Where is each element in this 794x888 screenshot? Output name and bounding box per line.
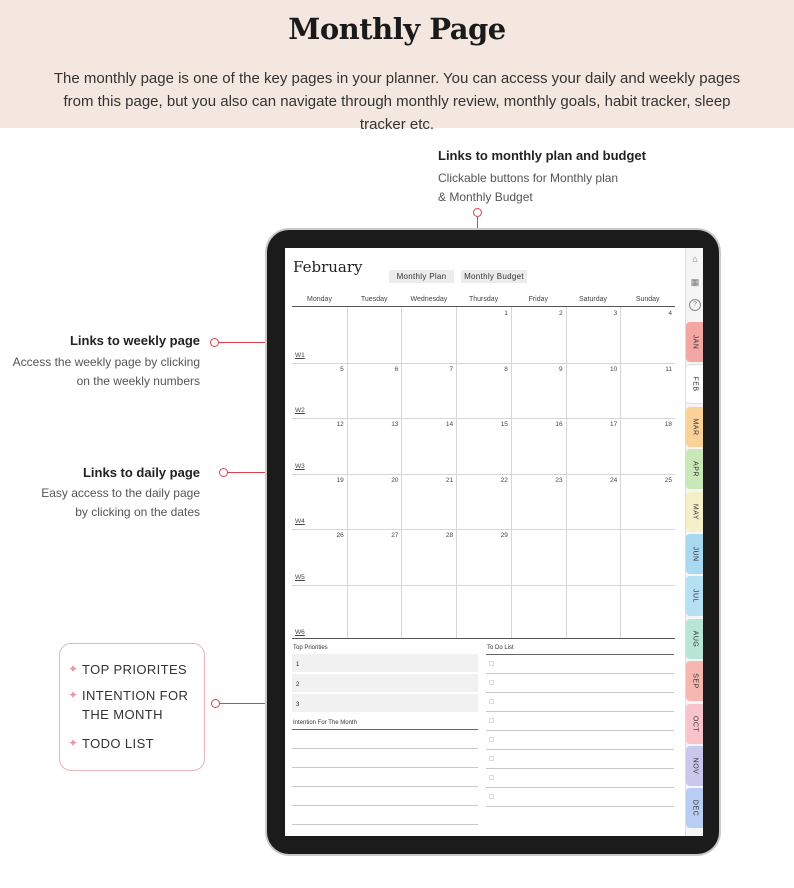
feature-todo xyxy=(68,734,154,753)
annotation-daily-desc xyxy=(0,484,200,522)
month-tab-mar[interactable] xyxy=(686,407,703,447)
week-link-w3[interactable]: W3 xyxy=(295,462,305,470)
week-link-w5[interactable]: W5 xyxy=(295,573,305,581)
grid-column-line xyxy=(456,307,457,638)
todo-checkbox[interactable] xyxy=(489,756,494,761)
month-tab-jul[interactable] xyxy=(686,576,703,616)
intention-title: Intention For The Month xyxy=(293,720,357,726)
weekday-tuesday: Tuesday xyxy=(360,296,388,303)
month-tab-dec[interactable] xyxy=(686,788,703,828)
grid-row-line xyxy=(292,363,675,364)
month-tab-nov[interactable] xyxy=(686,746,703,786)
annotation-daily-desc-line1: Easy access to the daily page xyxy=(41,486,200,500)
grid-column-line xyxy=(347,307,348,638)
date-12[interactable]: 12 xyxy=(336,421,344,428)
grid-column-line xyxy=(401,307,402,638)
month-tab-label: JUL xyxy=(691,589,699,604)
date-1[interactable]: 1 xyxy=(504,310,508,317)
week-link-w2[interactable]: W2 xyxy=(295,407,305,414)
date-13[interactable]: 13 xyxy=(391,421,399,428)
intention-line xyxy=(292,805,478,806)
date-7[interactable]: 7 xyxy=(449,365,454,373)
help-icon[interactable]: ? xyxy=(689,299,701,311)
monthly-budget-button[interactable]: Monthly Budget xyxy=(461,270,527,283)
todo-line xyxy=(486,806,674,807)
header-banner xyxy=(0,0,794,133)
annotation-weekly-desc-line1: Access the weekly page by clicking xyxy=(12,355,200,369)
grid-row-line xyxy=(292,474,675,475)
calendar-icon[interactable]: ▦ xyxy=(690,277,700,287)
week-link-w6[interactable]: W6 xyxy=(295,629,305,636)
month-tab-apr[interactable] xyxy=(686,449,703,489)
todo-line xyxy=(486,692,674,693)
callout-dot xyxy=(211,699,220,708)
calendar-grid xyxy=(292,306,675,639)
weekday-sunday: Sunday xyxy=(635,296,660,303)
date-20[interactable]: 20 xyxy=(391,476,399,484)
date-28[interactable]: 28 xyxy=(445,532,454,539)
priority-number: 3 xyxy=(296,702,300,708)
todo-line xyxy=(486,768,674,769)
intention-line xyxy=(292,748,478,749)
date-14[interactable]: 14 xyxy=(445,421,454,428)
priority-item-1[interactable] xyxy=(292,654,478,672)
monthly-plan-button[interactable]: Monthly Plan xyxy=(389,270,454,283)
todo-checkbox[interactable] xyxy=(489,661,494,666)
month-tab-may[interactable] xyxy=(686,492,703,532)
month-tab-label: OCT xyxy=(691,715,699,732)
todo-line xyxy=(486,673,674,674)
date-18[interactable]: 18 xyxy=(664,421,672,428)
grid-row-line xyxy=(292,585,675,586)
date-19[interactable]: 19 xyxy=(336,476,344,484)
date-23[interactable]: 23 xyxy=(555,476,563,484)
date-26[interactable]: 26 xyxy=(336,532,344,539)
feature-text: TOP PRIORITES xyxy=(82,662,188,677)
todo-checkbox[interactable] xyxy=(489,737,494,742)
annotation-plan-desc xyxy=(438,169,618,207)
date-27[interactable]: 27 xyxy=(391,532,399,539)
todo-line xyxy=(486,654,674,655)
feature-text: INTENTION FOR xyxy=(82,688,189,703)
month-tab-label: NOV xyxy=(691,757,699,775)
todo-title: To Do List xyxy=(487,645,514,651)
intention-line xyxy=(292,786,478,787)
weekday-monday: Monday xyxy=(307,296,332,303)
date-22[interactable]: 22 xyxy=(500,476,508,484)
date-24[interactable]: 24 xyxy=(610,476,618,484)
priority-item-3[interactable] xyxy=(292,694,478,712)
month-tab-feb[interactable] xyxy=(686,364,703,404)
date-17[interactable]: 17 xyxy=(610,421,618,428)
feature-top-priorities xyxy=(68,660,188,679)
todo-line xyxy=(486,730,674,731)
month-tab-label: FEB xyxy=(691,376,699,392)
todo-checkbox[interactable] xyxy=(489,775,494,780)
month-title: February xyxy=(293,258,363,276)
annotation-daily-desc-line2: by clicking on the dates xyxy=(75,505,200,519)
date-21[interactable]: 21 xyxy=(445,476,454,484)
todo-line xyxy=(486,749,674,750)
callout-dot xyxy=(210,338,219,347)
date-16[interactable]: 16 xyxy=(555,421,563,428)
todo-line xyxy=(486,787,674,788)
date-6[interactable]: 6 xyxy=(394,365,399,373)
todo-line xyxy=(486,711,674,712)
annotation-plan-desc-line2: & Monthly Budget xyxy=(438,190,533,204)
weekday-thursday: Thursday xyxy=(469,296,499,303)
annotation-weekly-desc xyxy=(0,353,200,391)
weekday-friday: Friday xyxy=(528,296,549,303)
todo-checkbox[interactable] xyxy=(489,718,494,723)
annotation-daily-title: Links to daily page xyxy=(82,465,200,480)
month-tab-jun[interactable] xyxy=(686,534,703,574)
grid-row-line xyxy=(292,529,675,530)
date-2[interactable]: 2 xyxy=(558,310,563,317)
page-title: Monthly Page xyxy=(288,12,506,46)
grid-column-line xyxy=(511,307,512,638)
month-tab-label: AUG xyxy=(691,630,699,648)
annotation-plan-desc-line1: Clickable buttons for Monthly plan xyxy=(438,171,619,185)
annotation-weekly-desc-line2: on the weekly numbers xyxy=(76,374,200,388)
priority-number: 2 xyxy=(296,682,300,688)
sidebar xyxy=(685,248,703,836)
todo-checkbox[interactable] xyxy=(489,794,494,799)
weekday-saturday: Saturday xyxy=(578,296,608,303)
month-tab-label: JUN xyxy=(691,546,699,562)
page-description: The monthly page is one of the key pages in your planner. You can access your daily and weekly pages from this page, but you also can navigate through monthly review, monthly goals, habit tracker, sleep tracker etc. xyxy=(53,70,741,133)
feature-text: TODO LIST xyxy=(82,736,154,751)
todo-checkbox[interactable] xyxy=(489,699,494,704)
intention-line xyxy=(292,767,478,768)
week-link-w1[interactable]: W1 xyxy=(295,351,305,359)
tablet-bezel xyxy=(267,230,719,854)
sparkle-icon: ✦ xyxy=(68,688,79,702)
date-9[interactable]: 9 xyxy=(558,365,563,373)
date-29[interactable]: 29 xyxy=(500,532,508,539)
weekday-wednesday: Wednesday xyxy=(410,296,448,303)
month-tab-label: MAR xyxy=(691,418,699,436)
callout-dot xyxy=(219,468,228,477)
month-tab-jan[interactable] xyxy=(686,322,703,362)
home-icon[interactable]: ⌂ xyxy=(692,254,698,264)
date-11[interactable]: 11 xyxy=(665,365,672,373)
features-box xyxy=(59,643,205,771)
grid-row-line xyxy=(292,418,675,419)
annotation-weekly-title: Links to weekly page xyxy=(69,333,200,348)
sparkle-icon: ✦ xyxy=(68,736,79,750)
month-tab-label: JAN xyxy=(691,334,699,350)
top-priorities-title: Top Priorities xyxy=(293,645,328,651)
date-8[interactable]: 8 xyxy=(504,365,508,373)
intention-line xyxy=(292,824,478,825)
month-tab-label: DEC xyxy=(691,800,699,817)
month-tab-oct[interactable] xyxy=(686,704,703,744)
date-15[interactable]: 15 xyxy=(500,421,508,428)
grid-column-line xyxy=(620,307,621,638)
tablet-device xyxy=(265,228,721,856)
date-25[interactable]: 25 xyxy=(664,476,672,484)
month-tab-aug[interactable] xyxy=(686,619,703,659)
month-tab-label: APR xyxy=(691,461,699,478)
date-5[interactable]: 5 xyxy=(340,365,344,373)
priority-number: 1 xyxy=(296,662,300,668)
feature-text: THE MONTH xyxy=(82,707,163,722)
month-tab-label: SEP xyxy=(691,673,699,689)
week-link-w4[interactable]: W4 xyxy=(295,518,305,525)
intention-line xyxy=(292,729,478,730)
annotation-plan-title: Links to monthly plan and budget xyxy=(438,148,646,163)
date-3[interactable]: 3 xyxy=(613,310,618,317)
date-4[interactable]: 4 xyxy=(668,310,672,317)
callout-dot xyxy=(473,208,482,217)
month-tab-sep[interactable] xyxy=(686,661,703,701)
month-tab-label: MAY xyxy=(691,503,699,520)
sparkle-icon: ✦ xyxy=(68,662,79,676)
date-10[interactable]: 10 xyxy=(610,365,618,373)
feature-intention xyxy=(68,686,189,724)
grid-column-line xyxy=(566,307,567,638)
planner-screen xyxy=(285,248,703,836)
todo-checkbox[interactable] xyxy=(489,680,494,685)
priority-item-2[interactable] xyxy=(292,674,478,692)
